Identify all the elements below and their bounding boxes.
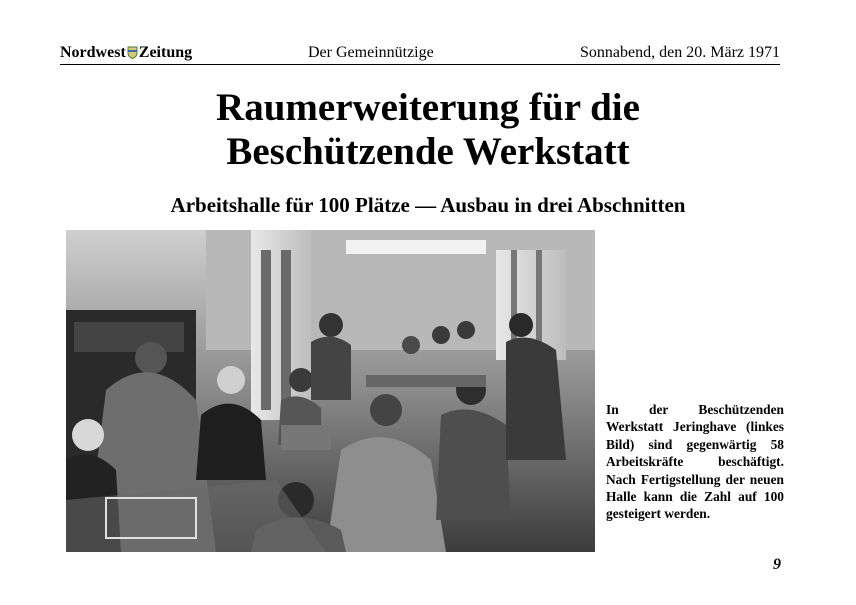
workshop-photo bbox=[66, 230, 595, 552]
photo-caption: In der Beschützenden Werkstatt Jeringhave (linkes Bild) sind gegenwärtig 58 Arbeitskräfte beschäftigt. Nach Fertigstellung der neuen Halle kann die Zahl auf 100 gesteigert werden. bbox=[606, 402, 784, 522]
newspaper-name-second: Zeitung bbox=[138, 44, 193, 61]
newspaper-name-first: Nordwest bbox=[60, 44, 126, 61]
subheadline: Arbeitshalle für 100 Plätze — Ausbau in drei Abschnitten bbox=[170, 193, 686, 217]
issue-date: Sonnabend, den 20. März 1971 bbox=[580, 44, 780, 61]
headline bbox=[0, 86, 856, 174]
page-number: 9 bbox=[773, 556, 781, 573]
headline-line-1: Raumerweiterung für die bbox=[216, 86, 640, 129]
masthead bbox=[60, 44, 780, 65]
section-name: Der Gemeinnützige bbox=[308, 44, 434, 61]
newspaper-name bbox=[60, 44, 192, 62]
crest-icon bbox=[127, 46, 138, 59]
headline-line-2: Beschützende Werkstatt bbox=[226, 130, 630, 173]
